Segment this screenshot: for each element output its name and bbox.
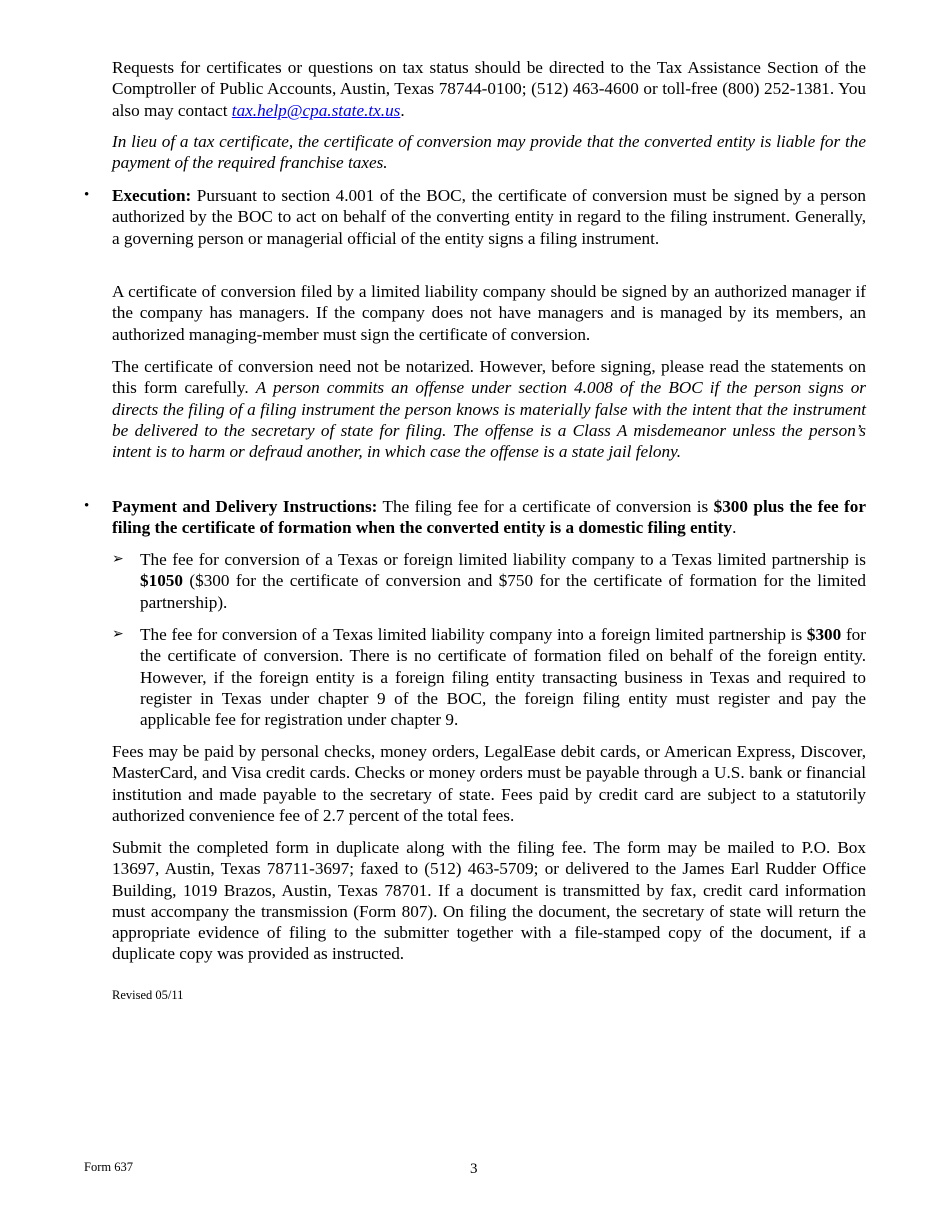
- arrow-bullet-icon: ➢: [112, 627, 124, 642]
- tax-help-email-link[interactable]: tax.help@cpa.state.tx.us: [231, 100, 401, 120]
- fee-llc-to-lp: [140, 549, 866, 613]
- notarization-text: The certificate of conversion need not be notarized. However, before signing, please read the statements on this form carefully.: [112, 357, 866, 398]
- payment-methods-paragraph: Fees may be paid by personal checks, money orders, LegalEase debit cards, or American Express, Discover, MasterCard, and Visa credit cards. Checks or money orders must be payable through a U.S. bank or financial institution and made payable to the secretary of state. Fees paid by credit card are subject to a statutorily authorized convenience fee of 2.7 percent of the total fees.: [112, 742, 866, 825]
- llc-signing-paragraph: A certificate of conversion filed by a limited liability company should be signed by an authorized manager if the company has managers. If the company does not have managers and is managed by its members, an authorized managing-member must sign the certificate of conversion.: [112, 282, 866, 344]
- tax-certificate-note: In lieu of a tax certificate, the certificate of conversion may provide that the converted entity is liable for the payment of the required franchise taxes.: [112, 132, 866, 173]
- bullet-icon: •: [84, 498, 90, 514]
- execution-paragraph: [112, 185, 866, 249]
- period: .: [732, 518, 737, 538]
- submission-paragraph: Submit the completed form in duplicate along with the filing fee. The form may be mailed to P.O. Box 13697, Austin, Texas 78711-3697; faxed to (512) 463-5709; or delivered to the James Earl Rudder Office Building, 1019 Brazos, Austin, Texas 78701. If a document is transmitted by fax, credit card information must accompany the transmission (Form 807). On filing the document, the secretary of state will return the appropriate evidence of filing to the submitter together with a file-stamped copy of the document, if a duplicate copy was provided as instructed.: [112, 838, 866, 964]
- fee-llc-to-foreign-lp: [140, 624, 866, 730]
- offense-warning: A person commits an offense under section 4.008 of the BOC if the person signs or directs the filing of a filing instrument the person knows is materially false with the intent that the instrument be delivered to the secretary of state for filing. The offense is a Class A misdemeanor unless the person’s intent is to harm or defraud another, in which case the offense is a state jail felony.: [112, 378, 866, 462]
- offense-paragraph: [112, 356, 866, 462]
- bullet-icon: •: [84, 187, 90, 203]
- tax-assistance-paragraph: [112, 57, 866, 121]
- page-number: 3: [470, 1161, 478, 1177]
- fee-amount: $1050: [140, 571, 183, 591]
- revision-date: Revised 05/11: [112, 988, 184, 1002]
- payment-heading: Payment and Delivery Instructions:: [112, 497, 378, 516]
- execution-text: Pursuant to section 4.001 of the BOC, the certificate of conversion must be signed by a person authorized by the BOC to act on behalf of the converting entity in regard to the filing instrument. Generally, a governing person or managerial official of the entity signs a filing instrument.: [112, 186, 866, 248]
- arrow-bullet-icon: ➢: [112, 552, 124, 567]
- execution-heading: Execution:: [112, 186, 192, 205]
- period: .: [400, 100, 405, 120]
- fee-text: The fee for conversion of a Texas or foreign limited liability company to a Texas limited partnership is: [140, 550, 866, 569]
- fee-text: for the certificate of conversion. There is no certificate of formation filed on behalf of the foreign entity. However, if the foreign entity is a foreign filing entity transacting business in Texas and required to register in Texas under chapter 9 of the BOC, the foreign filing entity must register and pay the applicable fee for registration under chapter 9.: [140, 625, 866, 730]
- fee-text: The fee for conversion of a Texas limited liability company into a foreign limited partnership is: [140, 625, 807, 644]
- form-number: Form 637: [84, 1160, 133, 1174]
- tax-assistance-text: Requests for certificates or questions on tax status should be directed to the Tax Assistance Section of the Comptroller of Public Accounts, Austin, Texas 78744-0100; (512) 463-4600 or toll-free (800) 252-1381. You also may contact: [112, 58, 866, 120]
- fee-amount: $300: [806, 625, 842, 644]
- filing-fee-amount: $300 plus the fee for filing the certificate of formation when the converted entity is a domestic filing entity: [112, 497, 867, 538]
- fee-text: ($300 for the certificate of conversion and $750 for the certificate of formation for the limited partnership).: [140, 571, 866, 612]
- payment-text: The filing fee for a certificate of conversion is: [377, 497, 714, 516]
- payment-paragraph: [112, 496, 866, 539]
